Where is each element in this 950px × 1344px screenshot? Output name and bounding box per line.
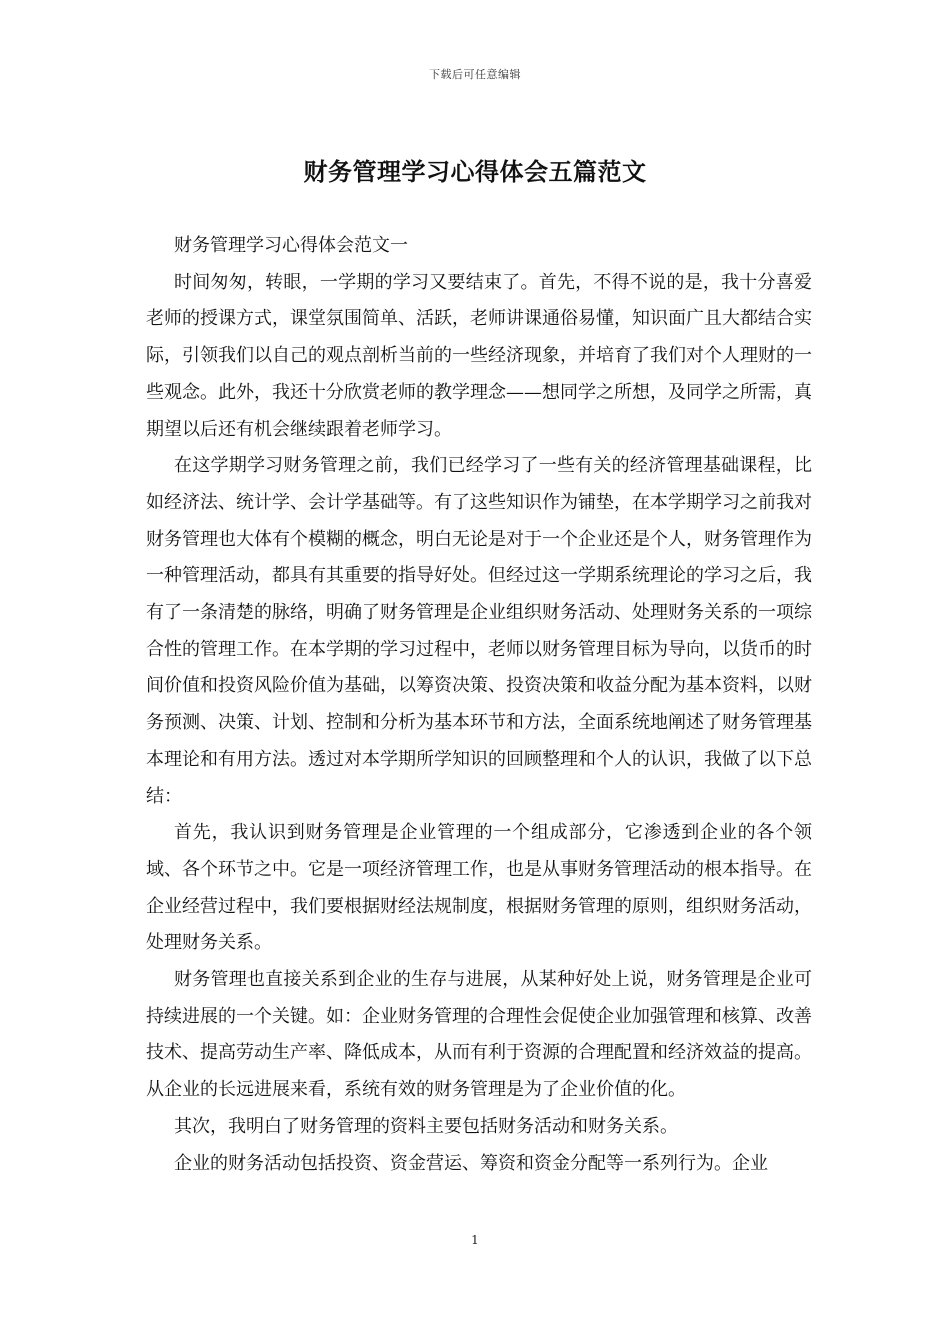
section-heading: 财务管理学习心得体会范文一 xyxy=(174,235,408,256)
document-title: 财务管理学习心得体会五篇范文 xyxy=(303,157,647,186)
page-number: 1 xyxy=(471,1233,479,1247)
paragraph: 企业的财务活动包括投资、资金营运、筹资和资金分配等一系列行为。企业 xyxy=(174,1152,768,1174)
paragraph: 首先，我认识到财务管理是企业管理的一个组成部分，它渗透到企业的各个领域、各个环节之中。它是一项经济管理工作，也是从事财务管理活动的根本指导。在企业经营过程中，我们要根据财经法规制度，根据财务管理的原则，组织财务活动，处理财务关系。 xyxy=(146,822,812,954)
header-note: 下载后可任意编辑 xyxy=(429,68,521,81)
paragraph: 在这学期学习财务管理之前，我们已经学习了一些有关的经济管理基础课程，比如经济法、统计学、会计学基础等。有了这些知识作为铺垫，在本学期学习之前我对财务管理也大体有个模糊的概念，明白无论是对于一个企业还是个人，财务管理作为一种管理活动，都具有其重要的指导好处。但经过这一学期系统理论的学习之后，我有了一条清楚的脉络，明确了财务管理是企业组织财务活动、处理财务关系的一项综合性的管理工作。在本学期的学习过程中，老师以财务管理目标为导向，以货币的时间价值和投资风险价值为基础，以筹资决策、投资决策和收益分配为基本资料，以财务预测、决策、计划、控制和分析为基本环节和方法，全面系统地阐述了财务管理基本理论和有用方法。透过对本学期所学知识的回顾整理和个人的认识，我做了以下总结： xyxy=(146,455,812,807)
paragraph: 其次，我明白了财务管理的资料主要包括财务活动和财务关系。 xyxy=(174,1115,678,1137)
document-body xyxy=(146,228,812,1182)
paragraph: 时间匆匆，转眼，一学期的学习又要结束了。首先，不得不说的是，我十分喜爱老师的授课方式，课堂氛围简单、活跃，老师讲课通俗易懂，知识面广且大都结合实际，引领我们以自己的观点剖析当前的一些经济现象，并培育了我们对个人理财的一些观念。此外，我还十分欣赏老师的教学理念——想同学之所想，及同学之所需，真期望以后还有机会继续跟着老师学习。 xyxy=(146,271,812,440)
paragraph: 财务管理也直接关系到企业的生存与进展，从某种好处上说，财务管理是企业可持续进展的一个关键。如：企业财务管理的合理性会促使企业加强管理和核算、改善技术、提高劳动生产率、降低成本，从而有利于资源的合理配置和经济效益的提高。从企业的长远进展来看，系统有效的财务管理是为了企业价值的化。 xyxy=(146,969,812,1101)
